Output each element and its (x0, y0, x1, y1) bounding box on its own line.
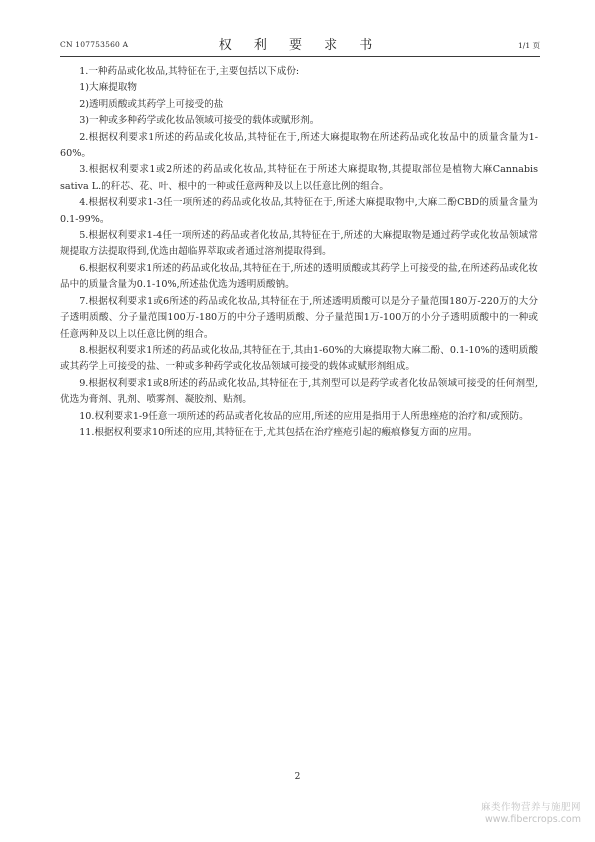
claim-8: 8.根据权利要求1所述的药品或化妆品,其特征在于,其由1-60%的大麻提取物大麻二酚、0.1-10%的透明质酸或其药学上可接受的盐、一种或多种药学或化妆品领域可接受的载体或赋形剂组成。 (60, 344, 538, 373)
claim-1-item-3: 3)一种或多种药学或化妆品领域可接受的载体或赋形剂。 (79, 115, 320, 127)
claim-3: 3.根据权利要求1或2所述的药品或化妆品,其特征在于所述大麻提取物,其提取部位是植物大麻Cannabis sativa L.的秆芯、花、叶、根中的一种或任意两种及以上以任意比例的组合。 (60, 164, 538, 192)
publication-number: CN 107753560 A (60, 40, 129, 49)
claim-1-item-1: 1)大麻提取物 (79, 82, 138, 94)
header-divider (60, 56, 540, 57)
page-count: 1/1 页 (518, 41, 540, 50)
page-number: 2 (294, 772, 301, 782)
document-title: 权 利 要 求 书 (218, 38, 382, 53)
watermark-url: www.fibercrops.com (484, 814, 581, 825)
claim-6: 6.根据权利要求1所述的药品或化妆品,其特征在于,所述的透明质酸或其药学上可接受的盐,在所述药品或化妆品中的质量含量为0.1-10%,所述盐优选为透明质酸钠。 (60, 262, 538, 291)
claim-10: 10.权利要求1-9任意一项所述的药品或者化妆品的应用,所述的应用是指用于人所患痤疮的治疗和/或预防。 (79, 410, 529, 422)
claim-2: 2.根据权利要求1所述的药品或化妆品,其特征在于,所述大麻提取物在所述药品或化妆品中的质量含量为1-60%。 (60, 131, 538, 160)
claim-11: 11.根据权利要求10所述的应用,其特征在于,尤其包括在治疗痤疮引起的瘢痕修复方面的应用。 (79, 426, 478, 438)
claim-7: 7.根据权利要求1或6所述的药品或化妆品,其特征在于,所述透明质酸可以是分子量范围180万-220万的大分子透明质酸、分子量范围100万-180万的中分子透明质酸、分子量范围1万-100万的小分子透明质酸中的一种或任意两种及以上以任意比例的组合。 (60, 295, 538, 340)
claim-9: 9.根据权利要求1或8所述的药品或化妆品,其特征在于,其剂型可以是药学或者化妆品领域可接受的任何剂型,优选为膏剂、乳剂、喷雾剂、凝胶剂、贴剂。 (60, 377, 538, 406)
claims-body (60, 64, 538, 441)
claim-1-item-2: 2)透明质酸或其药学上可接受的盐 (79, 98, 224, 110)
page-header (60, 32, 540, 54)
watermark (481, 802, 581, 826)
claim-4: 4.根据权利要求1-3任一项所述的药品或化妆品,其特征在于,所述大麻提取物中,大麻二酚CBD的质量含量为0.1-99%。 (60, 197, 538, 225)
watermark-site-name: 麻类作物营养与施肥网 (480, 802, 581, 813)
claim-1-intro: 1.一种药品或化妆品,其特征在于,主要包括以下成份: (79, 66, 300, 77)
claim-5: 5.根据权利要求1-4任一项所述的药品或者化妆品,其特征在于,所述的大麻提取物是通过药学或化妆品领域常规提取方法提取得到,优选由超临界萃取或者通过溶剂提取得到。 (60, 230, 538, 258)
